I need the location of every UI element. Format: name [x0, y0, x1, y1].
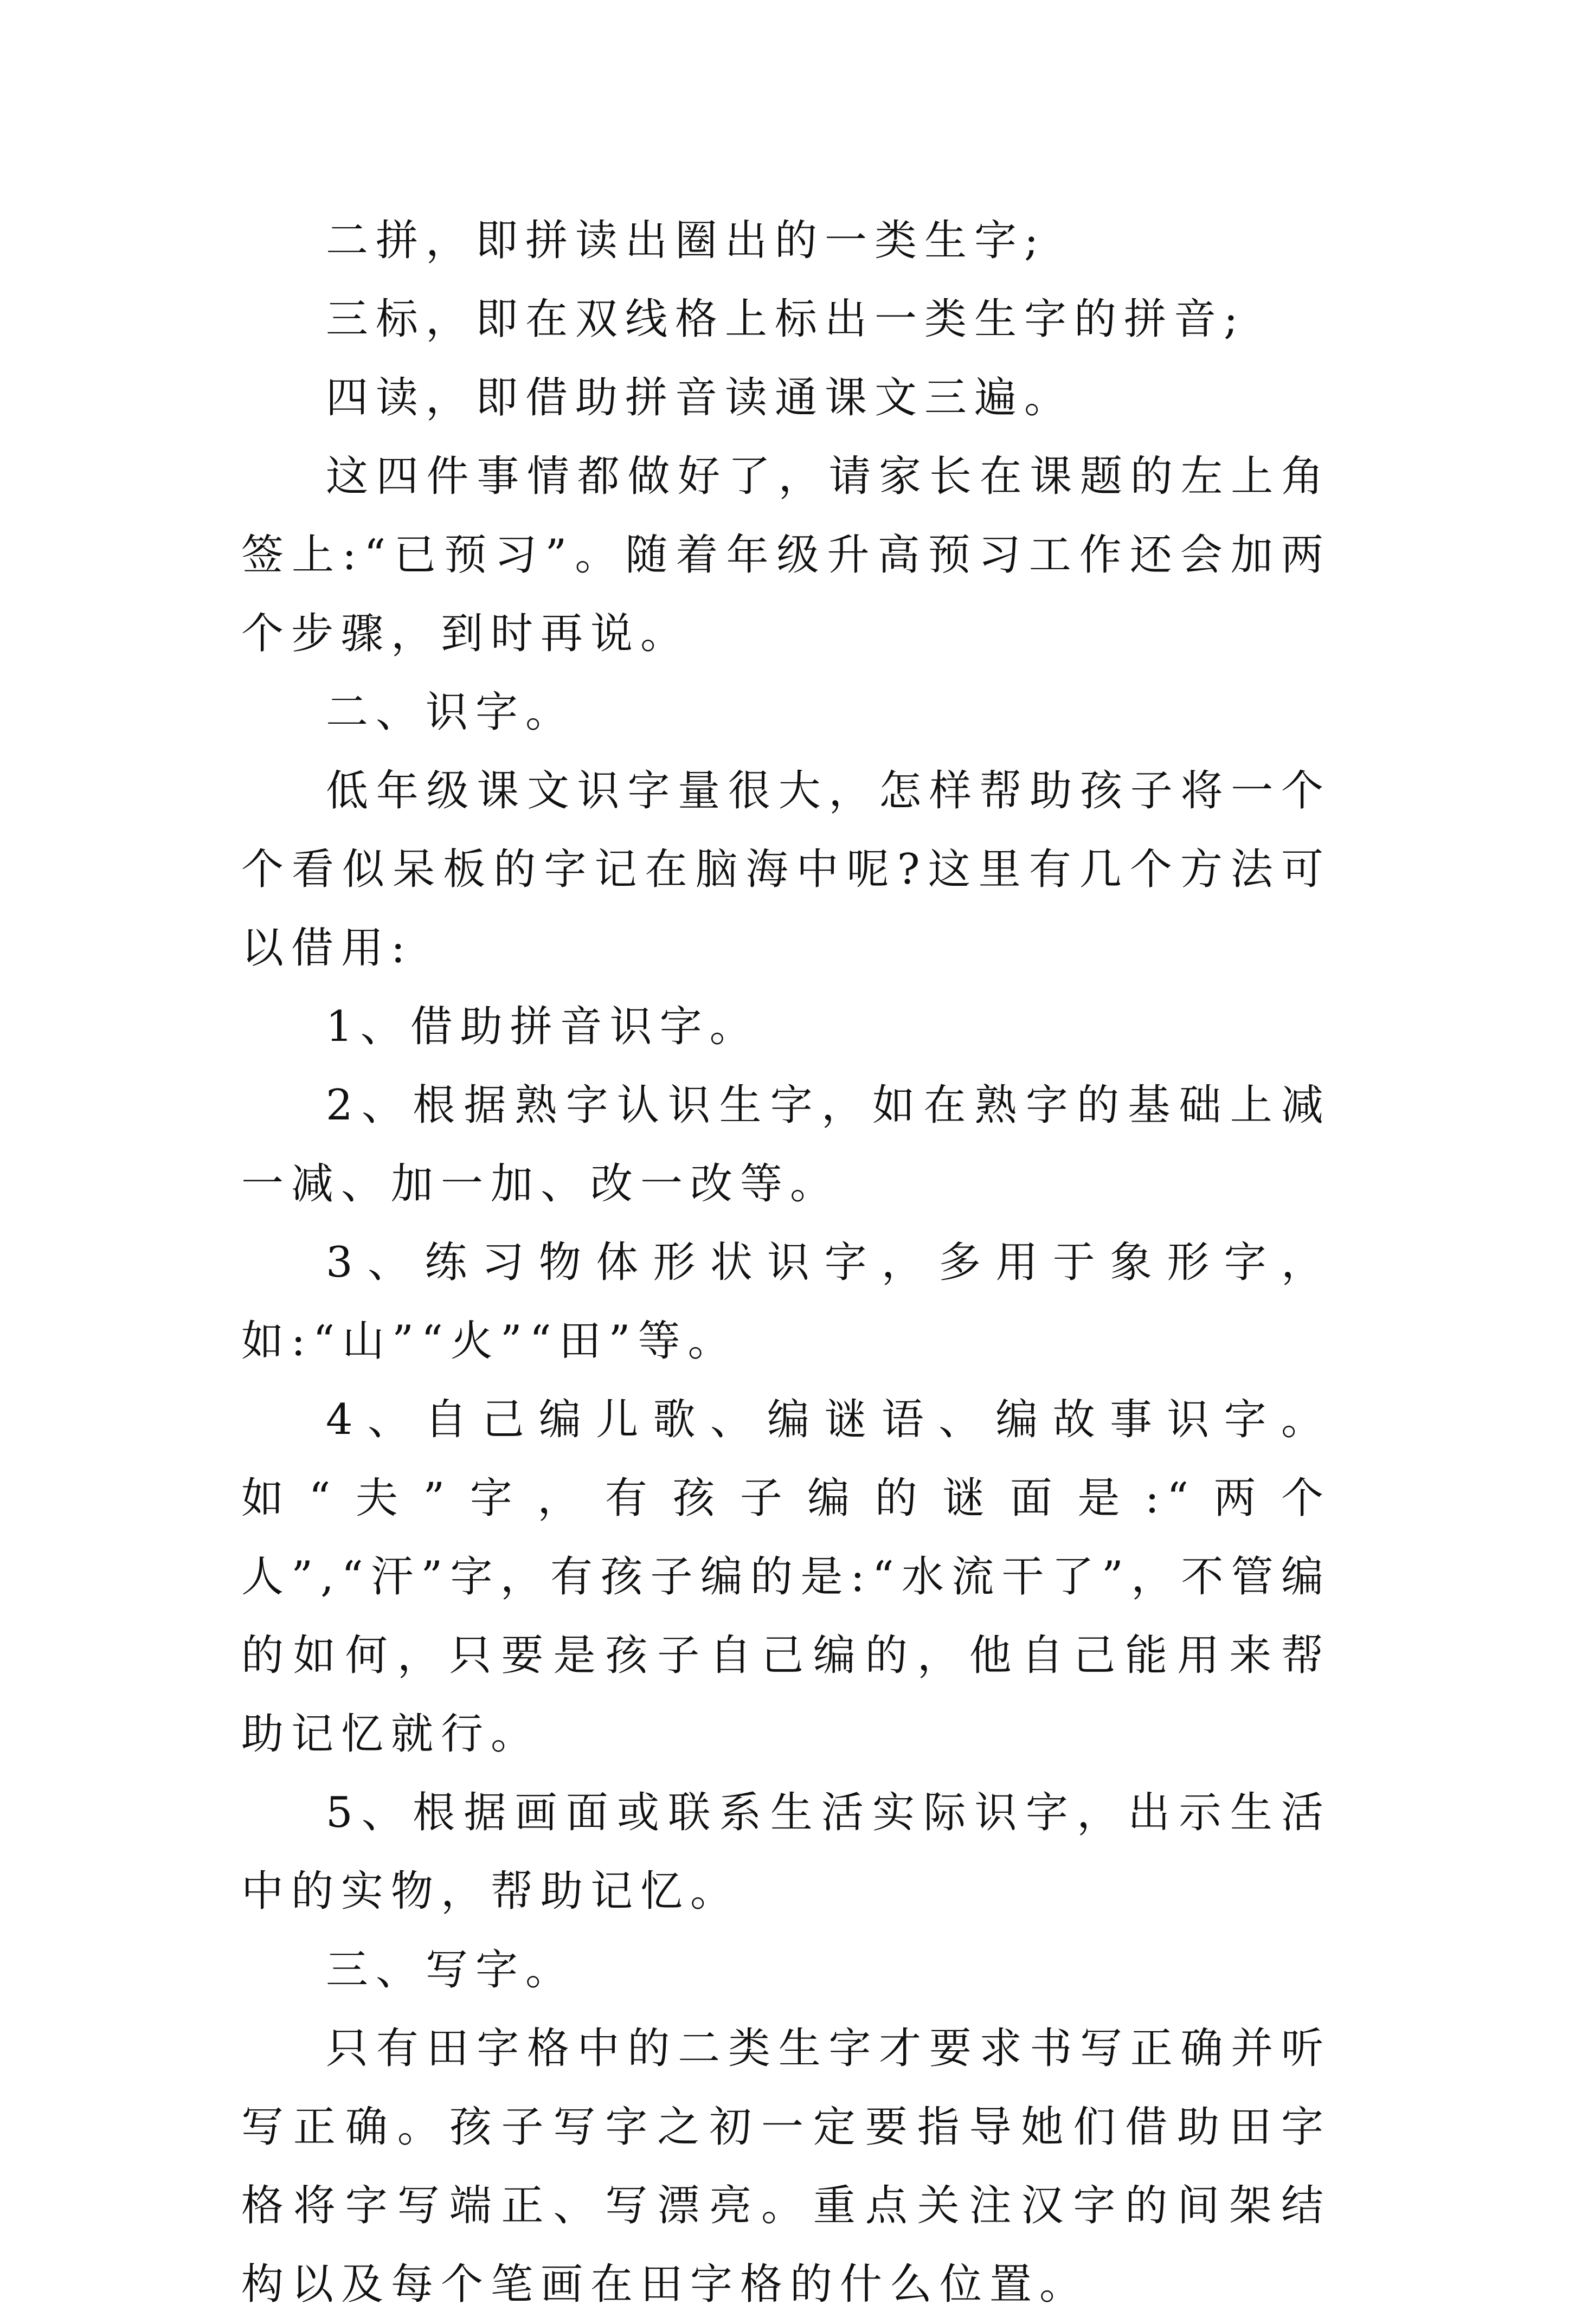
list-item: 4、自己编儿歌、编谜语、编故事识字。如“夫”字，有孩子编的谜面是:“两个人”,“汗”字，有孩子编的是:“水流干了”，不管编的如何，只要是孩子自己编的，他自己能用来帮助记忆就行。 [241, 1395, 1331, 1759]
document-body [241, 202, 1331, 2324]
paragraph: 三标，即在双线格上标出一类生字的拼音; [326, 295, 1246, 344]
paragraph: 这四件事情都做好了，请家长在课题的左上角签上:“已预习”。随着年级升高预习工作还会加两个步骤，到时再说。 [241, 452, 1331, 658]
list-item: 3、练习物体形状识字，多用于象形字，如:“山”“火”“田”等。 [241, 1238, 1331, 1366]
paragraph: 二拼，即拼读出圈出的一类生字; [326, 216, 1046, 265]
section-heading: 二、识字。 [326, 688, 576, 737]
list-item: 5、根据画面或联系生活实际识字，出示生活中的实物，帮助记忆。 [241, 1788, 1331, 1916]
paragraph: 低年级课文识字量很大，怎样帮助孩子将一个个看似呆板的字记在脑海中呢?这里有几个方法可以借用: [241, 767, 1331, 973]
paragraph: 四读，即借助拼音读通课文三遍。 [326, 374, 1075, 422]
section-heading: 三、写字。 [326, 1946, 576, 1994]
paragraph: 只有田字格中的二类生字才要求书写正确并听写正确。孩子写字之初一定要指导她们借助田字格将字写端正、写漂亮。重点关注汉字的间架结构以及每个笔画在田字格的什么位置。 [241, 2024, 1331, 2309]
list-item: 1、借助拼音识字。 [326, 1002, 760, 1051]
list-item: 2、根据熟字认识生字，如在熟字的基础上减一减、加一加、改一改等。 [241, 1081, 1331, 1208]
